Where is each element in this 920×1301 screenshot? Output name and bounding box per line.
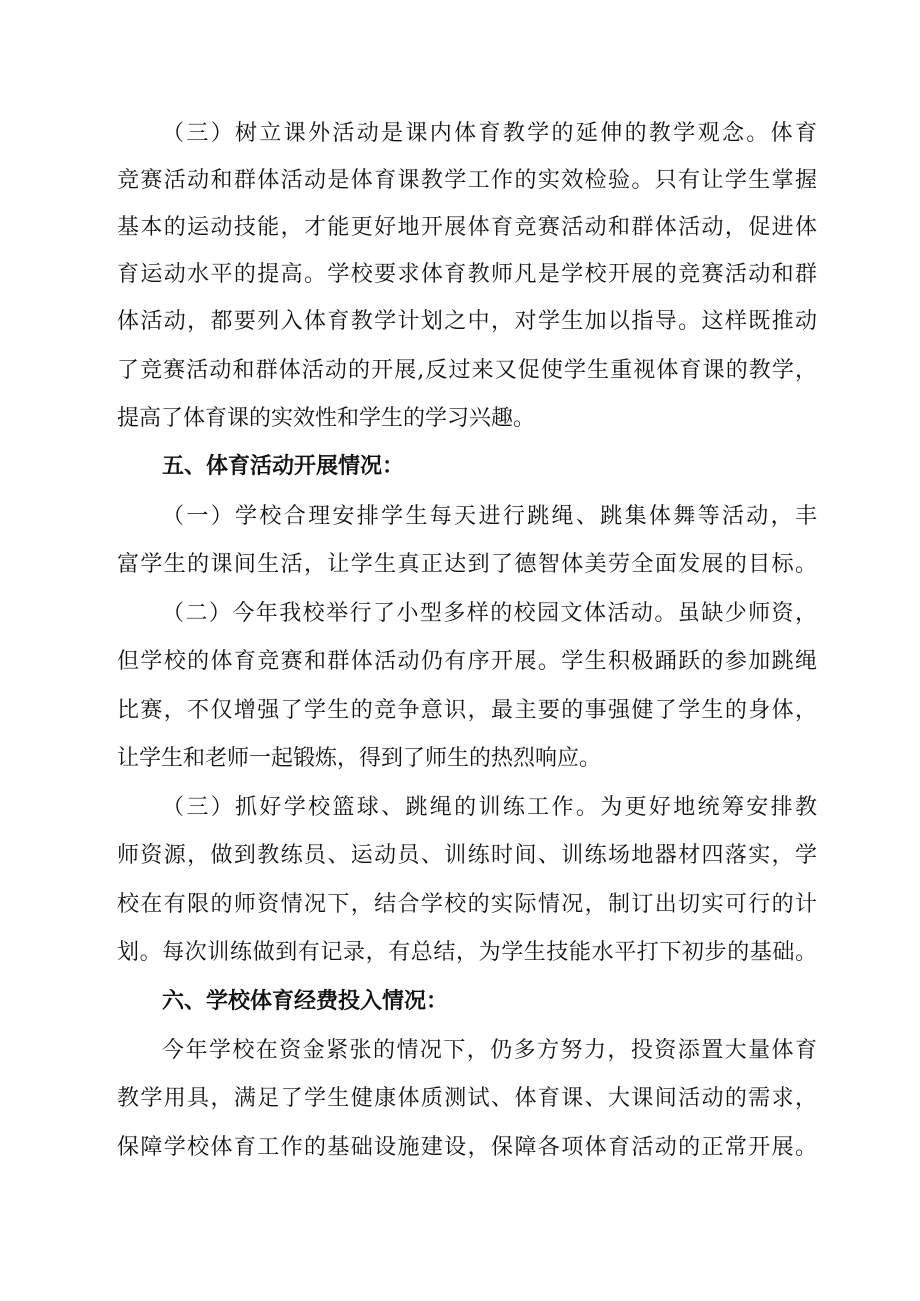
- paragraph-line: 体活动，都要列入体育教学计划之中，对学生加以指导。这样既推动: [117, 309, 817, 334]
- paragraph-line: 教学用具，满足了学生健康体质测试、体育课、大课间活动的需求，: [117, 1086, 817, 1111]
- paragraph-line: 让学生和老师一起锻炼，得到了师生的热烈响应。: [117, 746, 602, 771]
- paragraph-line: （一）学校合理安排学生每天进行跳绳、跳集体舞等活动，丰: [162, 504, 817, 529]
- paragraph-line: （二）今年我校举行了小型多样的校园文体活动。虽缺少师资，: [162, 601, 817, 626]
- paragraph-line: 育运动水平的提高。学校要求体育教师凡是学校开展的竞赛活动和群: [117, 262, 817, 287]
- paragraph-line: 划。每次训练做到有记录，有总结，为学生技能水平打下初步的基础。: [117, 940, 817, 965]
- paragraph-line: （三）抓好学校篮球、跳绳的训练工作。为更好地统筹安排教: [162, 795, 817, 820]
- paragraph-line: 师资源，做到教练员、运动员、训练时间、训练场地器材四落实，学: [117, 843, 817, 868]
- section-heading-5: 五、体育活动开展情况：: [162, 454, 405, 479]
- paragraph-line: （三）树立课外活动是课内体育教学的延伸的教学观念。体育: [162, 121, 817, 146]
- paragraph-line: 竞赛活动和群体活动是体育课教学工作的实效检验。只有让学生掌握: [117, 168, 817, 193]
- section-heading-6: 六、学校体育经费投入情况：: [162, 989, 449, 1014]
- paragraph-line: 富学生的课间生活，让学生真正达到了德智体美劳全面发展的目标。: [117, 552, 817, 577]
- paragraph-line: 比赛，不仅增强了学生的竞争意识，最主要的事强健了学生的身体，: [117, 698, 817, 723]
- paragraph-line: 了竞赛活动和群体活动的开展,反过来又促使学生重视体育课的教学，: [117, 358, 817, 383]
- paragraph-line: 提高了体育课的实效性和学生的学习兴趣。: [117, 406, 536, 431]
- paragraph-line: 校在有限的师资情况下，结合学校的实际情况，制订出切实可行的计: [117, 892, 817, 917]
- paragraph-line: 但学校的体育竞赛和群体活动仍有序开展。学生积极踊跃的参加跳绳: [117, 649, 817, 674]
- paragraph-line: 今年学校在资金紧张的情况下，仍多方努力，投资添置大量体育: [162, 1038, 817, 1063]
- paragraph-line: 基本的运动技能，才能更好地开展体育竞赛活动和群体活动，促进体: [117, 215, 817, 240]
- paragraph-line: 保障学校体育工作的基础设施建设，保障各项体育活动的正常开展。: [117, 1135, 817, 1160]
